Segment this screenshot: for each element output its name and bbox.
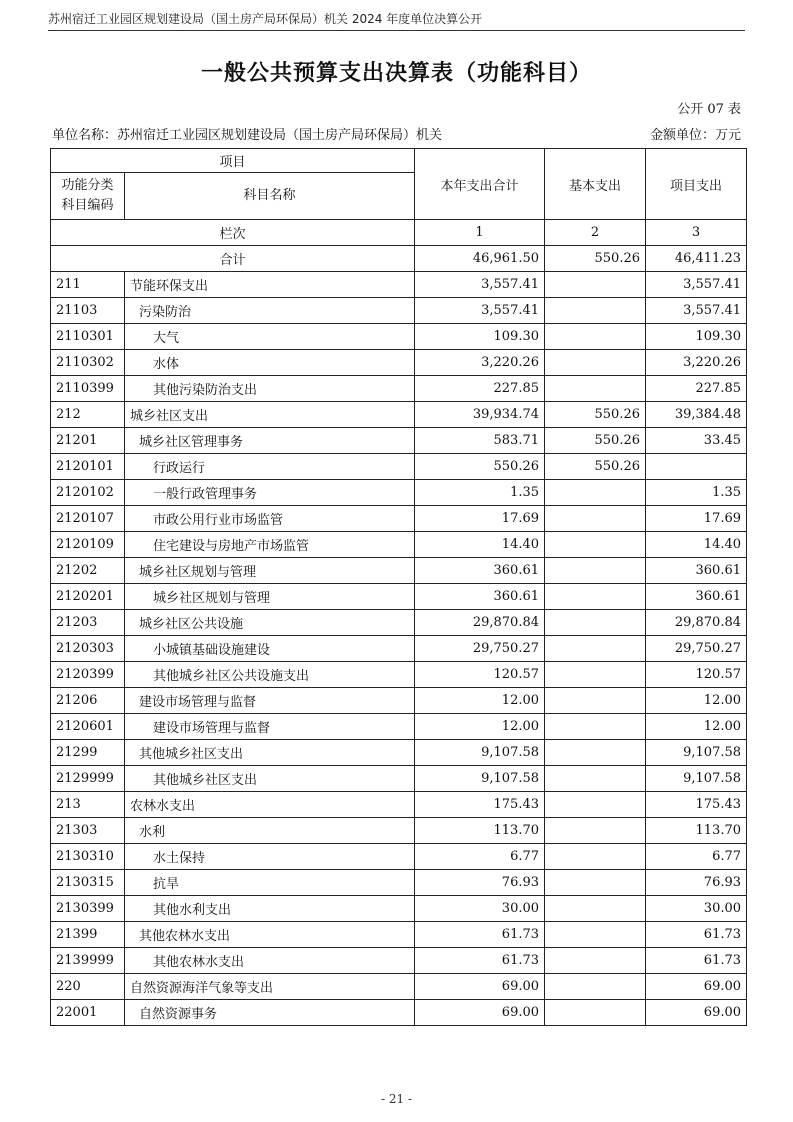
table-row [51,532,747,558]
row-name: 自然资源事务 [125,1000,415,1026]
table-row [51,454,747,480]
row-code: 2139999 [51,948,125,974]
row-project: 227.85 [646,376,747,402]
row-basic [545,974,646,1000]
row-project: 61.73 [646,948,747,974]
table-row [51,792,747,818]
row-code: 21201 [51,428,125,454]
row-project: 3,220.26 [646,350,747,376]
row-basic [545,844,646,870]
row-total: 12.00 [415,714,545,740]
row-basic: 550.26 [545,402,646,428]
header-code-line2: 科目编码 [61,198,114,213]
row-code: 2120201 [51,584,125,610]
row-name: 城乡社区规划与管理 [125,558,415,584]
row-name: 城乡社区公共设施 [125,610,415,636]
table-row [51,740,747,766]
row-name: 建设市场管理与监督 [125,714,415,740]
total-amount: 46,961.50 [415,246,545,272]
row-project: 69.00 [646,974,747,1000]
row-name: 行政运行 [125,454,415,480]
row-total: 3,557.41 [415,272,545,298]
row-total: 360.61 [415,558,545,584]
row-total: 583.71 [415,428,545,454]
row-project: 33.45 [646,428,747,454]
row-code: 21206 [51,688,125,714]
row-code: 212 [51,402,125,428]
table-row [51,688,747,714]
row-basic [545,506,646,532]
table-number: 公开 07 表 [677,102,741,117]
row-total: 3,220.26 [415,350,545,376]
row-code: 2110302 [51,350,125,376]
row-project: 29,870.84 [646,610,747,636]
row-basic [545,480,646,506]
row-project: 12.00 [646,688,747,714]
row-basic [545,610,646,636]
row-basic [545,870,646,896]
table-row [51,766,747,792]
page-number: - 21 - [380,1092,412,1106]
row-code: 21399 [51,922,125,948]
table-row [51,948,747,974]
row-basic [545,948,646,974]
row-code: 21203 [51,610,125,636]
row-total: 12.00 [415,688,545,714]
row-total: 175.43 [415,792,545,818]
row-total: 69.00 [415,1000,545,1026]
header-basic: 基本支出 [545,149,646,220]
row-basic [545,1000,646,1026]
table-row [51,818,747,844]
row-project: 109.30 [646,324,747,350]
row-total: 39,934.74 [415,402,545,428]
row-total: 9,107.58 [415,766,545,792]
table-row [51,402,747,428]
row-code: 21202 [51,558,125,584]
total-project: 46,411.23 [646,246,747,272]
table-row [51,376,747,402]
row-basic [545,766,646,792]
row-basic [545,558,646,584]
row-project: 39,384.48 [646,402,747,428]
column-number-1: 1 [415,220,545,246]
header-item: 项目 [51,149,415,173]
row-name: 其他城乡社区公共设施支出 [125,662,415,688]
row-name: 水土保持 [125,844,415,870]
row-code: 2129999 [51,766,125,792]
row-name: 大气 [125,324,415,350]
header-name: 科目名称 [125,173,415,220]
row-project: 3,557.41 [646,298,747,324]
row-code: 213 [51,792,125,818]
row-name: 城乡社区规划与管理 [125,584,415,610]
table-row [51,662,747,688]
table-row [51,558,747,584]
header-divider [48,30,745,31]
row-basic [545,662,646,688]
table-row [51,714,747,740]
row-name: 其他农林水支出 [125,948,415,974]
row-total: 30.00 [415,896,545,922]
row-basic [545,532,646,558]
row-total: 550.26 [415,454,545,480]
row-project: 12.00 [646,714,747,740]
row-basic [545,272,646,298]
header-project: 项目支出 [646,149,747,220]
row-total: 9,107.58 [415,740,545,766]
row-code: 220 [51,974,125,1000]
row-project: 17.69 [646,506,747,532]
column-number-2: 2 [545,220,646,246]
row-name: 污染防治 [125,298,415,324]
row-project: 30.00 [646,896,747,922]
unit-name: 单位名称：苏州宿迁工业园区规划建设局（国土房产局环保局）机关 [52,128,443,143]
row-total: 61.73 [415,922,545,948]
row-code: 22001 [51,1000,125,1026]
row-basic [545,324,646,350]
row-total: 17.69 [415,506,545,532]
row-total: 109.30 [415,324,545,350]
row-code: 2130315 [51,870,125,896]
row-project: 360.61 [646,558,747,584]
row-code: 2120109 [51,532,125,558]
row-name: 水体 [125,350,415,376]
row-total: 113.70 [415,818,545,844]
row-total: 29,870.84 [415,610,545,636]
row-name: 建设市场管理与监督 [125,688,415,714]
row-basic [545,584,646,610]
header-code-line1: 功能分类 [61,178,114,193]
row-total: 3,557.41 [415,298,545,324]
row-code: 21303 [51,818,125,844]
table-row [51,324,747,350]
header-code [51,173,125,220]
row-project: 360.61 [646,584,747,610]
row-name: 抗旱 [125,870,415,896]
row-name: 农林水支出 [125,792,415,818]
row-project: 3,557.41 [646,272,747,298]
row-code: 2120107 [51,506,125,532]
table-row [51,636,747,662]
row-name: 其他污染防治支出 [125,376,415,402]
row-basic [545,818,646,844]
row-project: 14.40 [646,532,747,558]
total-row [51,246,747,272]
row-project: 175.43 [646,792,747,818]
table-row [51,922,747,948]
total-label: 合计 [51,246,415,272]
row-name: 节能环保支出 [125,272,415,298]
table-row [51,480,747,506]
row-project: 9,107.58 [646,740,747,766]
row-project: 29,750.27 [646,636,747,662]
row-code: 21103 [51,298,125,324]
row-total: 14.40 [415,532,545,558]
amount-unit: 金额单位：万元 [649,128,741,143]
row-code: 2120399 [51,662,125,688]
table-row [51,506,747,532]
row-basic: 550.26 [545,454,646,480]
row-total: 69.00 [415,974,545,1000]
row-project: 69.00 [646,1000,747,1026]
table-row [51,350,747,376]
row-basic: 550.26 [545,428,646,454]
row-basic [545,792,646,818]
row-code: 2120101 [51,454,125,480]
row-project: 76.93 [646,870,747,896]
row-basic [545,714,646,740]
row-total: 76.93 [415,870,545,896]
row-total: 1.35 [415,480,545,506]
row-code: 2120601 [51,714,125,740]
running-header: 苏州宿迁工业园区规划建设局（国土房产局环保局）机关 2024 年度单位决算公开 [48,12,483,26]
row-basic [545,922,646,948]
total-basic: 550.26 [545,246,646,272]
row-basic [545,740,646,766]
row-code: 2120303 [51,636,125,662]
row-name: 其他农林水支出 [125,922,415,948]
page-title: 一般公共预算支出决算表（功能科目） [200,61,592,86]
row-basic [545,636,646,662]
row-name: 城乡社区支出 [125,402,415,428]
row-total: 227.85 [415,376,545,402]
row-code: 2130310 [51,844,125,870]
row-total: 120.57 [415,662,545,688]
row-project: 113.70 [646,818,747,844]
row-project: 61.73 [646,922,747,948]
row-basic [545,376,646,402]
table-row [51,844,747,870]
row-code: 2110399 [51,376,125,402]
row-name: 其他城乡社区支出 [125,740,415,766]
column-label: 栏次 [51,220,415,246]
row-total: 29,750.27 [415,636,545,662]
row-basic [545,688,646,714]
table-row [51,428,747,454]
table-row [51,974,747,1000]
row-total: 6.77 [415,844,545,870]
row-project [646,454,747,480]
table-row [51,870,747,896]
row-project: 9,107.58 [646,766,747,792]
expenditure-table [50,148,747,1026]
row-code: 211 [51,272,125,298]
row-code: 2130399 [51,896,125,922]
row-project: 6.77 [646,844,747,870]
row-name: 市政公用行业市场监管 [125,506,415,532]
row-project: 1.35 [646,480,747,506]
table-row [51,610,747,636]
row-code: 2110301 [51,324,125,350]
row-total: 61.73 [415,948,545,974]
table-row [51,298,747,324]
row-code: 21299 [51,740,125,766]
row-project: 120.57 [646,662,747,688]
row-name: 自然资源海洋气象等支出 [125,974,415,1000]
row-name: 其他水利支出 [125,896,415,922]
row-name: 城乡社区管理事务 [125,428,415,454]
row-name: 住宅建设与房地产市场监管 [125,532,415,558]
row-basic [545,298,646,324]
column-number-3: 3 [646,220,747,246]
table-row [51,896,747,922]
row-name: 一般行政管理事务 [125,480,415,506]
row-name: 小城镇基础设施建设 [125,636,415,662]
header-total: 本年支出合计 [415,149,545,220]
table-row [51,272,747,298]
row-name: 水利 [125,818,415,844]
row-total: 360.61 [415,584,545,610]
row-basic [545,350,646,376]
table-row [51,1000,747,1026]
table-row [51,584,747,610]
row-basic [545,896,646,922]
row-name: 其他城乡社区支出 [125,766,415,792]
row-code: 2120102 [51,480,125,506]
